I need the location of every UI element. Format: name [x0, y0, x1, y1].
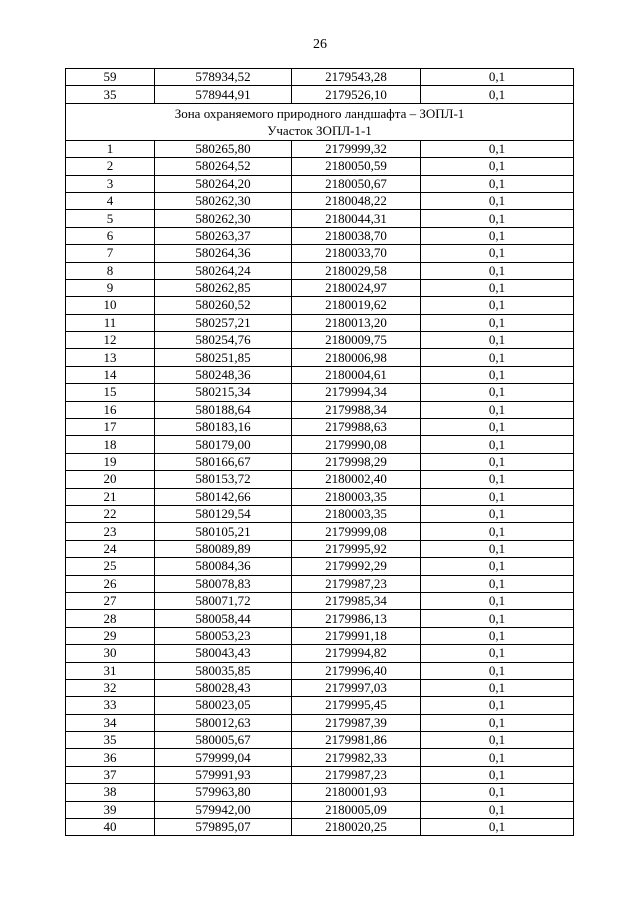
- x-coordinate: 580166,67: [155, 453, 292, 470]
- accuracy: 0,1: [421, 523, 574, 540]
- x-coordinate: 580262,30: [155, 210, 292, 227]
- table-row: [66, 592, 574, 609]
- x-coordinate: 580265,80: [155, 140, 292, 157]
- x-coordinate: 580264,36: [155, 245, 292, 262]
- table-row: [66, 540, 574, 557]
- table-row: [66, 192, 574, 209]
- point-number: 5: [66, 210, 155, 227]
- y-coordinate: 2180024,97: [292, 279, 421, 296]
- accuracy: 0,1: [421, 401, 574, 418]
- y-coordinate: 2180038,70: [292, 227, 421, 244]
- point-number: 11: [66, 314, 155, 331]
- y-coordinate: 2179997,03: [292, 679, 421, 696]
- accuracy: 0,1: [421, 662, 574, 679]
- x-coordinate: 580105,21: [155, 523, 292, 540]
- point-number: 1: [66, 140, 155, 157]
- x-coordinate: 579999,04: [155, 749, 292, 766]
- y-coordinate: 2180019,62: [292, 297, 421, 314]
- y-coordinate: 2180002,40: [292, 471, 421, 488]
- point-number: 22: [66, 505, 155, 522]
- accuracy: 0,1: [421, 453, 574, 470]
- table-row: [66, 349, 574, 366]
- point-number: 59: [66, 69, 155, 86]
- accuracy: 0,1: [421, 175, 574, 192]
- table-row: [66, 784, 574, 801]
- x-coordinate: 580071,72: [155, 592, 292, 609]
- y-coordinate: 2179990,08: [292, 436, 421, 453]
- y-coordinate: 2180044,31: [292, 210, 421, 227]
- x-coordinate: 580084,36: [155, 558, 292, 575]
- y-coordinate: 2179991,18: [292, 627, 421, 644]
- accuracy: 0,1: [421, 749, 574, 766]
- point-number: 35: [66, 86, 155, 103]
- point-number: 31: [66, 662, 155, 679]
- x-coordinate: 580264,20: [155, 175, 292, 192]
- point-number: 27: [66, 592, 155, 609]
- point-number: 12: [66, 332, 155, 349]
- y-coordinate: 2179981,86: [292, 732, 421, 749]
- y-coordinate: 2179998,29: [292, 453, 421, 470]
- x-coordinate: 580215,34: [155, 384, 292, 401]
- x-coordinate: 580262,85: [155, 279, 292, 296]
- point-number: 29: [66, 627, 155, 644]
- table-row: [66, 332, 574, 349]
- y-coordinate: 2179999,32: [292, 140, 421, 157]
- table-row: [66, 69, 574, 86]
- accuracy: 0,1: [421, 819, 574, 836]
- x-coordinate: 578944,91: [155, 86, 292, 103]
- accuracy: 0,1: [421, 86, 574, 103]
- accuracy: 0,1: [421, 419, 574, 436]
- x-coordinate: 580263,37: [155, 227, 292, 244]
- y-coordinate: 2180029,58: [292, 262, 421, 279]
- table-row: [66, 366, 574, 383]
- table-row: [66, 523, 574, 540]
- accuracy: 0,1: [421, 488, 574, 505]
- x-coordinate: 580142,66: [155, 488, 292, 505]
- table-row: [66, 645, 574, 662]
- y-coordinate: 2179995,45: [292, 697, 421, 714]
- table-row: [66, 314, 574, 331]
- accuracy: 0,1: [421, 436, 574, 453]
- accuracy: 0,1: [421, 349, 574, 366]
- x-coordinate: 580254,76: [155, 332, 292, 349]
- y-coordinate: 2180048,22: [292, 192, 421, 209]
- y-coordinate: 2179986,13: [292, 610, 421, 627]
- y-coordinate: 2179992,29: [292, 558, 421, 575]
- point-number: 8: [66, 262, 155, 279]
- accuracy: 0,1: [421, 366, 574, 383]
- point-number: 16: [66, 401, 155, 418]
- x-coordinate: 580129,54: [155, 505, 292, 522]
- x-coordinate: 579963,80: [155, 784, 292, 801]
- point-number: 2: [66, 158, 155, 175]
- table-row: [66, 436, 574, 453]
- point-number: 17: [66, 419, 155, 436]
- x-coordinate: 580023,05: [155, 697, 292, 714]
- table-row: [66, 697, 574, 714]
- table-row: [66, 297, 574, 314]
- accuracy: 0,1: [421, 158, 574, 175]
- table-row: [66, 471, 574, 488]
- accuracy: 0,1: [421, 592, 574, 609]
- table-row: [66, 401, 574, 418]
- accuracy: 0,1: [421, 610, 574, 627]
- point-number: 30: [66, 645, 155, 662]
- accuracy: 0,1: [421, 314, 574, 331]
- accuracy: 0,1: [421, 140, 574, 157]
- x-coordinate: 580089,89: [155, 540, 292, 557]
- table-row: [66, 766, 574, 783]
- x-coordinate: 580188,64: [155, 401, 292, 418]
- table-row: [66, 158, 574, 175]
- y-coordinate: 2180033,70: [292, 245, 421, 262]
- y-coordinate: 2179995,92: [292, 540, 421, 557]
- table-row: [66, 245, 574, 262]
- table-row: [66, 419, 574, 436]
- table-row: [66, 279, 574, 296]
- accuracy: 0,1: [421, 384, 574, 401]
- y-coordinate: 2180005,09: [292, 801, 421, 818]
- table-row: [66, 140, 574, 157]
- accuracy: 0,1: [421, 262, 574, 279]
- x-coordinate: 579991,93: [155, 766, 292, 783]
- accuracy: 0,1: [421, 697, 574, 714]
- table-row: [66, 558, 574, 575]
- section-header-row: [66, 103, 574, 140]
- y-coordinate: 2179987,23: [292, 575, 421, 592]
- y-coordinate: 2180006,98: [292, 349, 421, 366]
- table-row: [66, 175, 574, 192]
- y-coordinate: 2179987,39: [292, 714, 421, 731]
- table-row: [66, 227, 574, 244]
- y-coordinate: 2180003,35: [292, 488, 421, 505]
- y-coordinate: 2179526,10: [292, 86, 421, 103]
- point-number: 6: [66, 227, 155, 244]
- accuracy: 0,1: [421, 540, 574, 557]
- point-number: 19: [66, 453, 155, 470]
- point-number: 37: [66, 766, 155, 783]
- table-row: [66, 749, 574, 766]
- accuracy: 0,1: [421, 645, 574, 662]
- point-number: 34: [66, 714, 155, 731]
- accuracy: 0,1: [421, 332, 574, 349]
- y-coordinate: 2179982,33: [292, 749, 421, 766]
- table-row: [66, 505, 574, 522]
- y-coordinate: 2180020,25: [292, 819, 421, 836]
- point-number: 38: [66, 784, 155, 801]
- point-number: 18: [66, 436, 155, 453]
- x-coordinate: 580078,83: [155, 575, 292, 592]
- table-row: [66, 662, 574, 679]
- y-coordinate: 2179988,34: [292, 401, 421, 418]
- accuracy: 0,1: [421, 210, 574, 227]
- x-coordinate: 580183,16: [155, 419, 292, 436]
- x-coordinate: 580251,85: [155, 349, 292, 366]
- accuracy: 0,1: [421, 192, 574, 209]
- point-number: 28: [66, 610, 155, 627]
- y-coordinate: 2179543,28: [292, 69, 421, 86]
- table-row: [66, 86, 574, 103]
- table-row: [66, 384, 574, 401]
- x-coordinate: 580257,21: [155, 314, 292, 331]
- y-coordinate: 2179985,34: [292, 592, 421, 609]
- coordinates-table: [65, 68, 574, 836]
- y-coordinate: 2180013,20: [292, 314, 421, 331]
- accuracy: 0,1: [421, 69, 574, 86]
- point-number: 32: [66, 679, 155, 696]
- accuracy: 0,1: [421, 297, 574, 314]
- x-coordinate: 579942,00: [155, 801, 292, 818]
- table-row: [66, 801, 574, 818]
- accuracy: 0,1: [421, 784, 574, 801]
- section-subtitle: Участок ЗОПЛ-1-1: [267, 122, 372, 138]
- x-coordinate: 578934,52: [155, 69, 292, 86]
- accuracy: 0,1: [421, 732, 574, 749]
- point-number: 10: [66, 297, 155, 314]
- point-number: 36: [66, 749, 155, 766]
- accuracy: 0,1: [421, 627, 574, 644]
- accuracy: 0,1: [421, 505, 574, 522]
- table-row: [66, 453, 574, 470]
- table-row: [66, 732, 574, 749]
- point-number: 26: [66, 575, 155, 592]
- x-coordinate: 580028,43: [155, 679, 292, 696]
- table-row: [66, 714, 574, 731]
- table-row: [66, 575, 574, 592]
- y-coordinate: 2180050,67: [292, 175, 421, 192]
- point-number: 7: [66, 245, 155, 262]
- point-number: 20: [66, 471, 155, 488]
- y-coordinate: 2179994,82: [292, 645, 421, 662]
- y-coordinate: 2179994,34: [292, 384, 421, 401]
- y-coordinate: 2180003,35: [292, 505, 421, 522]
- accuracy: 0,1: [421, 801, 574, 818]
- y-coordinate: 2179996,40: [292, 662, 421, 679]
- point-number: 3: [66, 175, 155, 192]
- accuracy: 0,1: [421, 471, 574, 488]
- accuracy: 0,1: [421, 679, 574, 696]
- y-coordinate: 2179987,23: [292, 766, 421, 783]
- point-rows: [66, 140, 574, 836]
- x-coordinate: 580248,36: [155, 366, 292, 383]
- point-number: 14: [66, 366, 155, 383]
- point-number: 33: [66, 697, 155, 714]
- point-number: 39: [66, 801, 155, 818]
- accuracy: 0,1: [421, 558, 574, 575]
- point-number: 15: [66, 384, 155, 401]
- x-coordinate: 580005,67: [155, 732, 292, 749]
- table-row: [66, 627, 574, 644]
- accuracy: 0,1: [421, 227, 574, 244]
- y-coordinate: 2180050,59: [292, 158, 421, 175]
- y-coordinate: 2180004,61: [292, 366, 421, 383]
- table-row: [66, 488, 574, 505]
- x-coordinate: 580262,30: [155, 192, 292, 209]
- point-number: 9: [66, 279, 155, 296]
- x-coordinate: 580264,52: [155, 158, 292, 175]
- accuracy: 0,1: [421, 714, 574, 731]
- table-row: [66, 262, 574, 279]
- x-coordinate: 580058,44: [155, 610, 292, 627]
- top-rows: [66, 69, 574, 104]
- point-number: 40: [66, 819, 155, 836]
- table-row: [66, 679, 574, 696]
- point-number: 21: [66, 488, 155, 505]
- point-number: 24: [66, 540, 155, 557]
- accuracy: 0,1: [421, 245, 574, 262]
- point-number: 25: [66, 558, 155, 575]
- accuracy: 0,1: [421, 766, 574, 783]
- y-coordinate: 2179988,63: [292, 419, 421, 436]
- x-coordinate: 580153,72: [155, 471, 292, 488]
- x-coordinate: 580012,63: [155, 714, 292, 731]
- x-coordinate: 580264,24: [155, 262, 292, 279]
- accuracy: 0,1: [421, 575, 574, 592]
- point-number: 13: [66, 349, 155, 366]
- x-coordinate: 580043,43: [155, 645, 292, 662]
- y-coordinate: 2179999,08: [292, 523, 421, 540]
- y-coordinate: 2180001,93: [292, 784, 421, 801]
- section-header: [66, 103, 574, 140]
- page-number: 26: [313, 37, 327, 52]
- y-coordinate: 2180009,75: [292, 332, 421, 349]
- table-row: [66, 819, 574, 836]
- x-coordinate: 580035,85: [155, 662, 292, 679]
- table-row: [66, 610, 574, 627]
- x-coordinate: 580179,00: [155, 436, 292, 453]
- accuracy: 0,1: [421, 279, 574, 296]
- x-coordinate: 580260,52: [155, 297, 292, 314]
- table-row: [66, 210, 574, 227]
- point-number: 35: [66, 732, 155, 749]
- x-coordinate: 579895,07: [155, 819, 292, 836]
- x-coordinate: 580053,23: [155, 627, 292, 644]
- section-title: Зона охраняемого природного ландшафта – ЗОПЛ-1: [174, 105, 465, 121]
- point-number: 23: [66, 523, 155, 540]
- point-number: 4: [66, 192, 155, 209]
